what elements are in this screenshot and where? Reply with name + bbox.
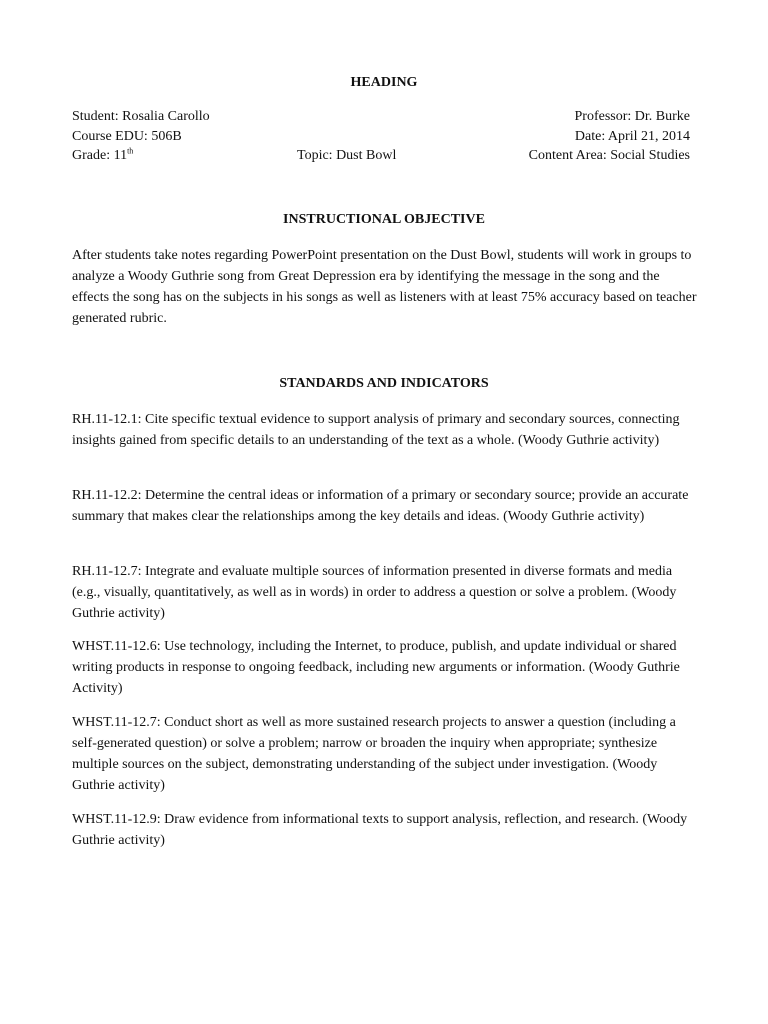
professor-name: Professor: Dr. Burke [574,109,690,124]
course-code: Course EDU: 506B [72,128,182,144]
objective-text: After students take notes regarding PowerPoint presentation on the Dust Bowl, students will work in groups to analyze a Woody Guthrie song from Great Depression era by identifying the message in the song and the effects the song has on the subjects in his songs as well as listeners with at least 75% accuracy based on teacher generated rubric. [72,248,697,326]
page-heading: HEADING [350,75,418,90]
grade-suffix: th [127,146,134,156]
topic: Topic: Dust Bowl [297,148,397,163]
standards-title: STANDARDS AND INDICATORS [279,376,489,391]
standard-item: RH.11-12.7: Integrate and evaluate multiple sources of information presented in diverse formats and media (e.g., visually, quantitatively, as well as in words) in order to address a question or solve a problem. (Woody Guthrie activity) [72,564,677,621]
grade-text: Grade: 11 [72,148,128,163]
standard-item: WHST.11-12.7: Conduct short as well as more sustained research projects to answer a question (including a self-generated question) or solve a problem; narrow or broaden the inquiry when appropriate; synthesize multiple sources on the subject, demonstrating understanding of the subject under investigation. (Woody Guthrie activity) [72,715,676,793]
standard-item: RH.11-12.2: Determine the central ideas or information of a primary or secondary source; provide an accurate summary that makes clear the relationships among the key details and ideas. (Woody Guthrie activity) [72,488,689,524]
objective-title: INSTRUCTIONAL OBJECTIVE [283,212,485,227]
grade [72,146,133,166]
standard-item: WHST.11-12.6: Use technology, including the Internet, to produce, publish, and update individual or shared writing products in response to ongoing feedback, including new arguments or information. (Woody Guthrie Activity) [72,639,680,696]
info-row-1 [72,107,690,127]
info-row-3 [72,146,690,166]
header-info [72,107,690,166]
student-name: Student: Rosalia Carollo [72,109,210,124]
date: Date: April 21, 2014 [574,128,690,144]
standard-item: WHST.11-12.9: Draw evidence from informational texts to support analysis, reflection, and research. (Woody Guthrie activity) [72,812,688,848]
standard-item: RH.11-12.1: Cite specific textual evidence to support analysis of primary and secondary sources, connecting insights gained from specific details to an understanding of the text as a whole. (Woody Guthrie activity) [72,412,680,448]
content-area: Content Area: Social Studies [528,148,690,163]
info-row-2 [72,127,690,147]
